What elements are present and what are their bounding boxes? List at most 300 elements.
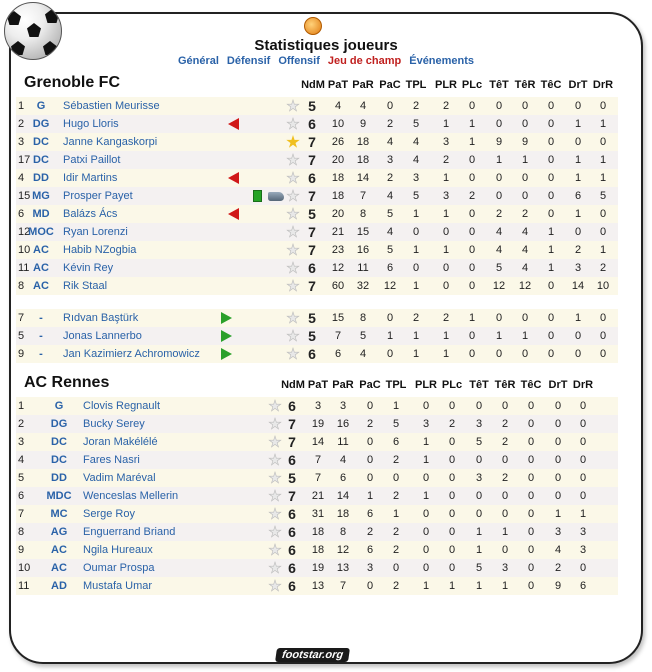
column-header[interactable]: TêC	[520, 379, 542, 391]
stat-cell: 3	[442, 136, 450, 148]
stat-cell: 14	[571, 280, 585, 292]
stat-cell: 0	[495, 348, 503, 360]
player-row	[16, 97, 618, 115]
stat-cell: 4	[412, 154, 420, 166]
stat-cell: 0	[574, 136, 582, 148]
rating-star-icon	[286, 153, 300, 167]
stat-cell: 2	[442, 100, 450, 112]
player-number: 7	[18, 508, 25, 520]
column-header[interactable]: TPL	[405, 79, 427, 91]
player-rating: 6	[308, 170, 316, 186]
stat-cell: 0	[599, 100, 607, 112]
stat-cell: 9	[521, 136, 529, 148]
player-name-link[interactable]: Patxi Paillot	[63, 154, 121, 166]
stat-cell: 0	[468, 154, 476, 166]
stat-cell: 14	[356, 172, 370, 184]
player-name-link[interactable]: Janne Kangaskorpi	[63, 136, 158, 148]
player-position: AC	[33, 244, 49, 256]
column-header[interactable]: PLc	[441, 379, 463, 391]
player-row	[16, 309, 618, 327]
player-name-link[interactable]: Ryan Lorenzi	[63, 226, 128, 238]
player-position: MDC	[46, 490, 72, 502]
stat-cell: 2	[442, 154, 450, 166]
stat-cell: 2	[448, 418, 456, 430]
stat-cell: 0	[366, 580, 374, 592]
player-name-link[interactable]: Jonas Lannerbo	[63, 330, 142, 342]
stat-cell: 0	[422, 526, 430, 538]
column-header[interactable]: NdM	[281, 379, 305, 391]
substituted-out-icon	[228, 172, 239, 184]
stat-cell: 2	[386, 118, 394, 130]
player-row	[16, 115, 618, 133]
stat-cell: 15	[331, 312, 345, 324]
stat-cell: 3	[442, 190, 450, 202]
player-number: 6	[18, 490, 25, 502]
stat-cell: 5	[359, 330, 367, 342]
player-number: 11	[18, 580, 30, 592]
team-name: AC Rennes	[24, 374, 110, 391]
player-number: 11	[18, 262, 30, 274]
column-header[interactable]: PaC	[359, 379, 381, 391]
rating-star-icon	[268, 471, 282, 485]
stat-cell: 2	[366, 418, 374, 430]
stat-cell: 0	[442, 226, 450, 238]
stat-cell: 0	[442, 262, 450, 274]
stat-cell: 8	[339, 526, 347, 538]
stat-cell: 0	[554, 472, 562, 484]
player-name-link[interactable]: Enguerrand Briand	[83, 526, 176, 538]
player-name-link[interactable]: Kévin Rey	[63, 262, 114, 274]
stat-cell: 1	[366, 490, 374, 502]
rating-star-icon	[268, 453, 282, 467]
stat-cell: 1	[475, 544, 483, 556]
stat-cell: 4	[359, 100, 367, 112]
stat-cell: 0	[554, 418, 562, 430]
stat-cell: 0	[448, 544, 456, 556]
boot-icon	[268, 192, 284, 201]
stat-cell: 10	[596, 280, 610, 292]
player-rating: 7	[308, 278, 316, 294]
stat-cell: 1	[422, 436, 430, 448]
stat-cell: 4	[412, 136, 420, 148]
stat-cell: 4	[521, 262, 529, 274]
stat-cell: 0	[495, 172, 503, 184]
stat-cell: 1	[386, 330, 394, 342]
stat-cell: 11	[337, 436, 349, 448]
player-rating: 6	[288, 578, 296, 594]
rating-star-icon	[268, 435, 282, 449]
rating-star-icon	[286, 279, 300, 293]
stat-cell: 2	[501, 436, 509, 448]
stat-cell: 0	[521, 118, 529, 130]
player-name-link[interactable]: Jan Kazimierz Achromowicz	[63, 348, 200, 360]
player-row	[16, 223, 618, 241]
player-name-link[interactable]: Sébastien Meurisse	[63, 100, 160, 112]
player-position: DC	[33, 136, 49, 148]
player-position: MG	[32, 190, 50, 202]
stat-cell: 6	[366, 508, 374, 520]
stat-cell: 5	[412, 190, 420, 202]
player-row	[16, 277, 618, 295]
player-row	[16, 505, 618, 523]
stat-cell: 0	[412, 226, 420, 238]
stat-cell: 0	[574, 100, 582, 112]
player-number: 5	[18, 330, 25, 342]
player-row	[16, 259, 618, 277]
player-position: AC	[33, 262, 49, 274]
player-rating: 7	[288, 416, 296, 432]
stat-cell: 1	[392, 508, 400, 520]
stat-cell: 1	[412, 330, 420, 342]
player-name-link[interactable]: Prosper Payet	[63, 190, 133, 202]
column-header[interactable]: TêT	[489, 79, 509, 91]
stat-cell: 5	[392, 418, 400, 430]
stat-cell: 16	[356, 244, 370, 256]
nav-tab-4[interactable]: Événements	[409, 55, 475, 67]
rating-star-icon	[286, 347, 300, 361]
stat-cell: 11	[357, 262, 369, 274]
rating-star-icon	[268, 489, 282, 503]
column-header[interactable]: DrR	[592, 79, 614, 91]
column-header[interactable]: PaR	[332, 379, 354, 391]
man-of-match-star-icon	[286, 135, 300, 149]
stat-cell: 1	[599, 172, 607, 184]
player-row	[16, 327, 618, 345]
stat-cell: 0	[521, 172, 529, 184]
player-name-link[interactable]: Rıdvan Baştürk	[63, 312, 139, 324]
player-position: DC	[51, 454, 67, 466]
rating-star-icon	[268, 417, 282, 431]
stat-cell: 6	[392, 436, 400, 448]
column-header[interactable]: PLc	[461, 79, 483, 91]
player-name-link[interactable]: Mustafa Umar	[83, 580, 153, 592]
column-header[interactable]: TêT	[469, 379, 489, 391]
player-row	[16, 241, 618, 259]
stat-cell: 18	[336, 508, 350, 520]
stat-cell: 0	[547, 136, 555, 148]
stat-cell: 0	[527, 526, 535, 538]
stat-cell: 1	[547, 226, 555, 238]
player-rating: 6	[288, 560, 296, 576]
stat-cell: 7	[359, 190, 367, 202]
player-rating: 7	[288, 488, 296, 504]
stat-cell: 1	[468, 312, 476, 324]
player-number: 17	[18, 154, 31, 166]
stat-cell: 0	[547, 280, 555, 292]
stat-cell: 0	[422, 508, 430, 520]
rating-star-icon	[268, 543, 282, 557]
column-header[interactable]: TêR	[494, 379, 516, 391]
rating-star-icon	[286, 329, 300, 343]
player-row	[16, 187, 618, 205]
stat-cell: 0	[448, 508, 456, 520]
stat-cell: 0	[554, 490, 562, 502]
stat-cell: 0	[521, 312, 529, 324]
stat-cell: 14	[336, 490, 350, 502]
stat-cell: 5	[475, 562, 483, 574]
player-number: 3	[18, 136, 25, 148]
player-row	[16, 169, 618, 187]
stat-cell: 3	[475, 472, 483, 484]
player-name-link[interactable]: Oumar Prospa	[83, 562, 155, 574]
stat-cell: 7	[314, 472, 322, 484]
player-row	[16, 133, 618, 151]
player-position: DD	[51, 472, 67, 484]
column-header[interactable]: DrT	[548, 379, 568, 391]
stat-cell: 8	[359, 312, 367, 324]
stat-cell: 0	[468, 280, 476, 292]
player-name-link[interactable]: Idir Martins	[63, 172, 118, 184]
stat-cell: 0	[527, 472, 535, 484]
player-position: DG	[32, 118, 50, 130]
player-number: 4	[18, 454, 25, 466]
player-row	[16, 523, 618, 541]
stat-cell: 16	[336, 418, 350, 430]
nav-tab-1[interactable]: Défensif	[226, 55, 271, 67]
stat-cell: 3	[412, 172, 420, 184]
stat-cell: 1	[554, 508, 562, 520]
nav-tab-2[interactable]: Offensif	[278, 55, 320, 67]
column-header[interactable]: PaC	[379, 79, 401, 91]
stat-cell: 9	[495, 136, 503, 148]
player-name-link[interactable]: Fares Nasri	[83, 454, 140, 466]
player-rating: 5	[308, 328, 316, 344]
column-header[interactable]: DrT	[568, 79, 588, 91]
player-position: AC	[51, 544, 67, 556]
player-name-link[interactable]: Balázs Ács	[63, 208, 118, 220]
stat-cell: 1	[468, 136, 476, 148]
column-header[interactable]: PaT	[327, 79, 349, 91]
stat-cell: 19	[311, 562, 325, 574]
stat-cell: 0	[547, 100, 555, 112]
stat-cell: 0	[386, 100, 394, 112]
stat-cell: 4	[554, 544, 562, 556]
stat-cell: 1	[412, 280, 420, 292]
player-number: 1	[18, 100, 25, 112]
stat-cell: 4	[386, 136, 394, 148]
player-rating: 5	[308, 98, 316, 114]
stat-cell: 4	[386, 226, 394, 238]
stat-cell: 0	[468, 244, 476, 256]
stat-cell: 0	[521, 348, 529, 360]
stat-cell: 2	[495, 208, 503, 220]
footer-logo: footstar.org	[275, 648, 350, 662]
player-position: AC	[51, 562, 67, 574]
stat-cell: 0	[468, 348, 476, 360]
stat-cell: 0	[599, 348, 607, 360]
stat-cell: 1	[422, 490, 430, 502]
stats-icon	[304, 17, 322, 35]
rating-star-icon	[286, 311, 300, 325]
stat-cell: 0	[527, 400, 535, 412]
stat-cell: 0	[599, 330, 607, 342]
player-position: G	[36, 100, 46, 112]
stat-cell: 0	[422, 562, 430, 574]
stat-cell: 21	[311, 490, 325, 502]
column-header[interactable]: TPL	[385, 379, 407, 391]
column-header[interactable]: NdM	[301, 79, 325, 91]
stat-cell: 6	[366, 544, 374, 556]
stat-cell: 0	[442, 280, 450, 292]
player-number: 5	[18, 472, 25, 484]
player-position: MOC	[28, 226, 54, 238]
stat-cell: 1	[574, 154, 582, 166]
stat-cell: 7	[334, 330, 342, 342]
column-header[interactable]: PaR	[352, 79, 374, 91]
stat-cell: 0	[527, 544, 535, 556]
stat-cell: 12	[518, 280, 532, 292]
stat-cell: 1	[475, 580, 483, 592]
stat-cell: 0	[554, 400, 562, 412]
stat-cell: 0	[468, 330, 476, 342]
stat-cell: 0	[468, 172, 476, 184]
stat-cell: 1	[501, 580, 509, 592]
stat-cell: 0	[547, 330, 555, 342]
rating-star-icon	[286, 99, 300, 113]
player-row	[16, 151, 618, 169]
stat-cell: 0	[521, 100, 529, 112]
stat-cell: 0	[468, 262, 476, 274]
player-position: DD	[33, 172, 49, 184]
stat-cell: 1	[574, 172, 582, 184]
stat-cell: 0	[579, 436, 587, 448]
column-header[interactable]: PaT	[307, 379, 329, 391]
column-header[interactable]: PLR	[435, 79, 457, 91]
stat-cell: 6	[334, 348, 342, 360]
stat-cell: 21	[331, 226, 345, 238]
stat-cell: 1	[442, 208, 450, 220]
stat-cell: 4	[359, 348, 367, 360]
player-name-link[interactable]: Bucky Serey	[83, 418, 145, 430]
column-header[interactable]: PLR	[415, 379, 437, 391]
player-name-link[interactable]: Joran Makélélé	[83, 436, 158, 448]
stat-cell: 3	[422, 418, 430, 430]
stat-cell: 0	[579, 472, 587, 484]
stat-cell: 0	[475, 508, 483, 520]
player-position: DC	[51, 436, 67, 448]
nav-tab-0[interactable]: Général	[177, 55, 219, 67]
stat-cell: 13	[311, 580, 325, 592]
player-name-link[interactable]: Ngila Hureaux	[83, 544, 153, 556]
stat-cell: 1	[521, 154, 529, 166]
stat-cell: 2	[392, 580, 400, 592]
rating-star-icon	[268, 561, 282, 575]
stat-cell: 0	[392, 472, 400, 484]
substituted-out-icon	[228, 118, 239, 130]
player-rating: 6	[308, 260, 316, 276]
player-rating: 7	[308, 188, 316, 204]
stat-cell: 60	[331, 280, 345, 292]
player-number: 10	[18, 562, 31, 574]
player-number: 10	[18, 244, 31, 256]
column-header[interactable]: DrR	[572, 379, 594, 391]
stat-cell: 0	[468, 208, 476, 220]
player-name-link[interactable]: Habib NZogbia	[63, 244, 137, 256]
stat-cell: 1	[442, 244, 450, 256]
stat-cell: 0	[501, 544, 509, 556]
stats-panel	[9, 12, 643, 664]
stat-cell: 1	[448, 580, 456, 592]
stat-cell: 0	[448, 490, 456, 502]
stat-cell: 5	[599, 190, 607, 202]
stat-cell: 14	[311, 436, 325, 448]
player-name-link[interactable]: Rik Staal	[63, 280, 108, 292]
player-row	[16, 487, 618, 505]
stat-cell: 1	[501, 526, 509, 538]
stat-cell: 0	[599, 312, 607, 324]
stat-cell: 1	[574, 312, 582, 324]
stat-cell: 6	[574, 190, 582, 202]
stat-cell: 32	[356, 280, 370, 292]
stat-cell: 20	[331, 154, 345, 166]
stat-cell: 13	[336, 562, 350, 574]
stat-cell: 2	[392, 454, 400, 466]
stat-cell: 2	[501, 472, 509, 484]
player-number: 4	[18, 172, 25, 184]
stat-cell: 3	[554, 526, 562, 538]
stat-cell: 1	[392, 400, 400, 412]
player-rating: 6	[308, 346, 316, 362]
stat-cell: 0	[448, 454, 456, 466]
stat-cell: 0	[527, 508, 535, 520]
stat-cell: 0	[527, 580, 535, 592]
player-name-link[interactable]: Hugo Lloris	[63, 118, 119, 130]
player-name-link[interactable]: Wenceslas Mellerin	[83, 490, 179, 502]
stat-cell: 0	[495, 100, 503, 112]
column-header[interactable]: TêC	[540, 79, 562, 91]
stat-cell: 0	[448, 472, 456, 484]
stat-cell: 0	[392, 562, 400, 574]
rating-star-icon	[268, 579, 282, 593]
stat-cell: 1	[412, 208, 420, 220]
player-row	[16, 397, 618, 415]
stat-cell: 1	[547, 262, 555, 274]
substituted-in-icon	[221, 312, 232, 324]
team-name: Grenoble FC	[24, 74, 121, 91]
stat-cell: 0	[599, 136, 607, 148]
stat-cell: 3	[501, 562, 509, 574]
stat-cell: 4	[386, 190, 394, 202]
stat-cell: 1	[599, 118, 607, 130]
stat-cell: 2	[386, 172, 394, 184]
stat-cell: 8	[359, 208, 367, 220]
rating-star-icon	[286, 189, 300, 203]
player-position: DC	[33, 154, 49, 166]
stat-cell: 5	[475, 436, 483, 448]
stat-cell: 1	[468, 118, 476, 130]
player-name-link[interactable]: Clovis Regnault	[83, 400, 161, 412]
stat-cell: 2	[521, 208, 529, 220]
player-row	[16, 451, 618, 469]
stat-cell: 2	[599, 262, 607, 274]
stat-cell: 1	[599, 154, 607, 166]
player-rating: 5	[308, 310, 316, 326]
nav-tab-3[interactable]: Jeu de champ	[327, 55, 402, 67]
stat-cell: 18	[356, 154, 370, 166]
player-position: -	[39, 348, 43, 360]
stat-cell: 0	[366, 472, 374, 484]
stat-cell: 3	[314, 400, 322, 412]
stat-cell: 0	[547, 348, 555, 360]
stat-cell: 4	[334, 100, 342, 112]
player-name-link[interactable]: Vadim Maréval	[83, 472, 156, 484]
player-row	[16, 205, 618, 223]
stat-cell: 1	[442, 118, 450, 130]
column-header[interactable]: TêR	[514, 79, 536, 91]
stat-cell: 6	[579, 580, 587, 592]
player-name-link[interactable]: Serge Roy	[83, 508, 135, 520]
stat-cell: 2	[392, 490, 400, 502]
